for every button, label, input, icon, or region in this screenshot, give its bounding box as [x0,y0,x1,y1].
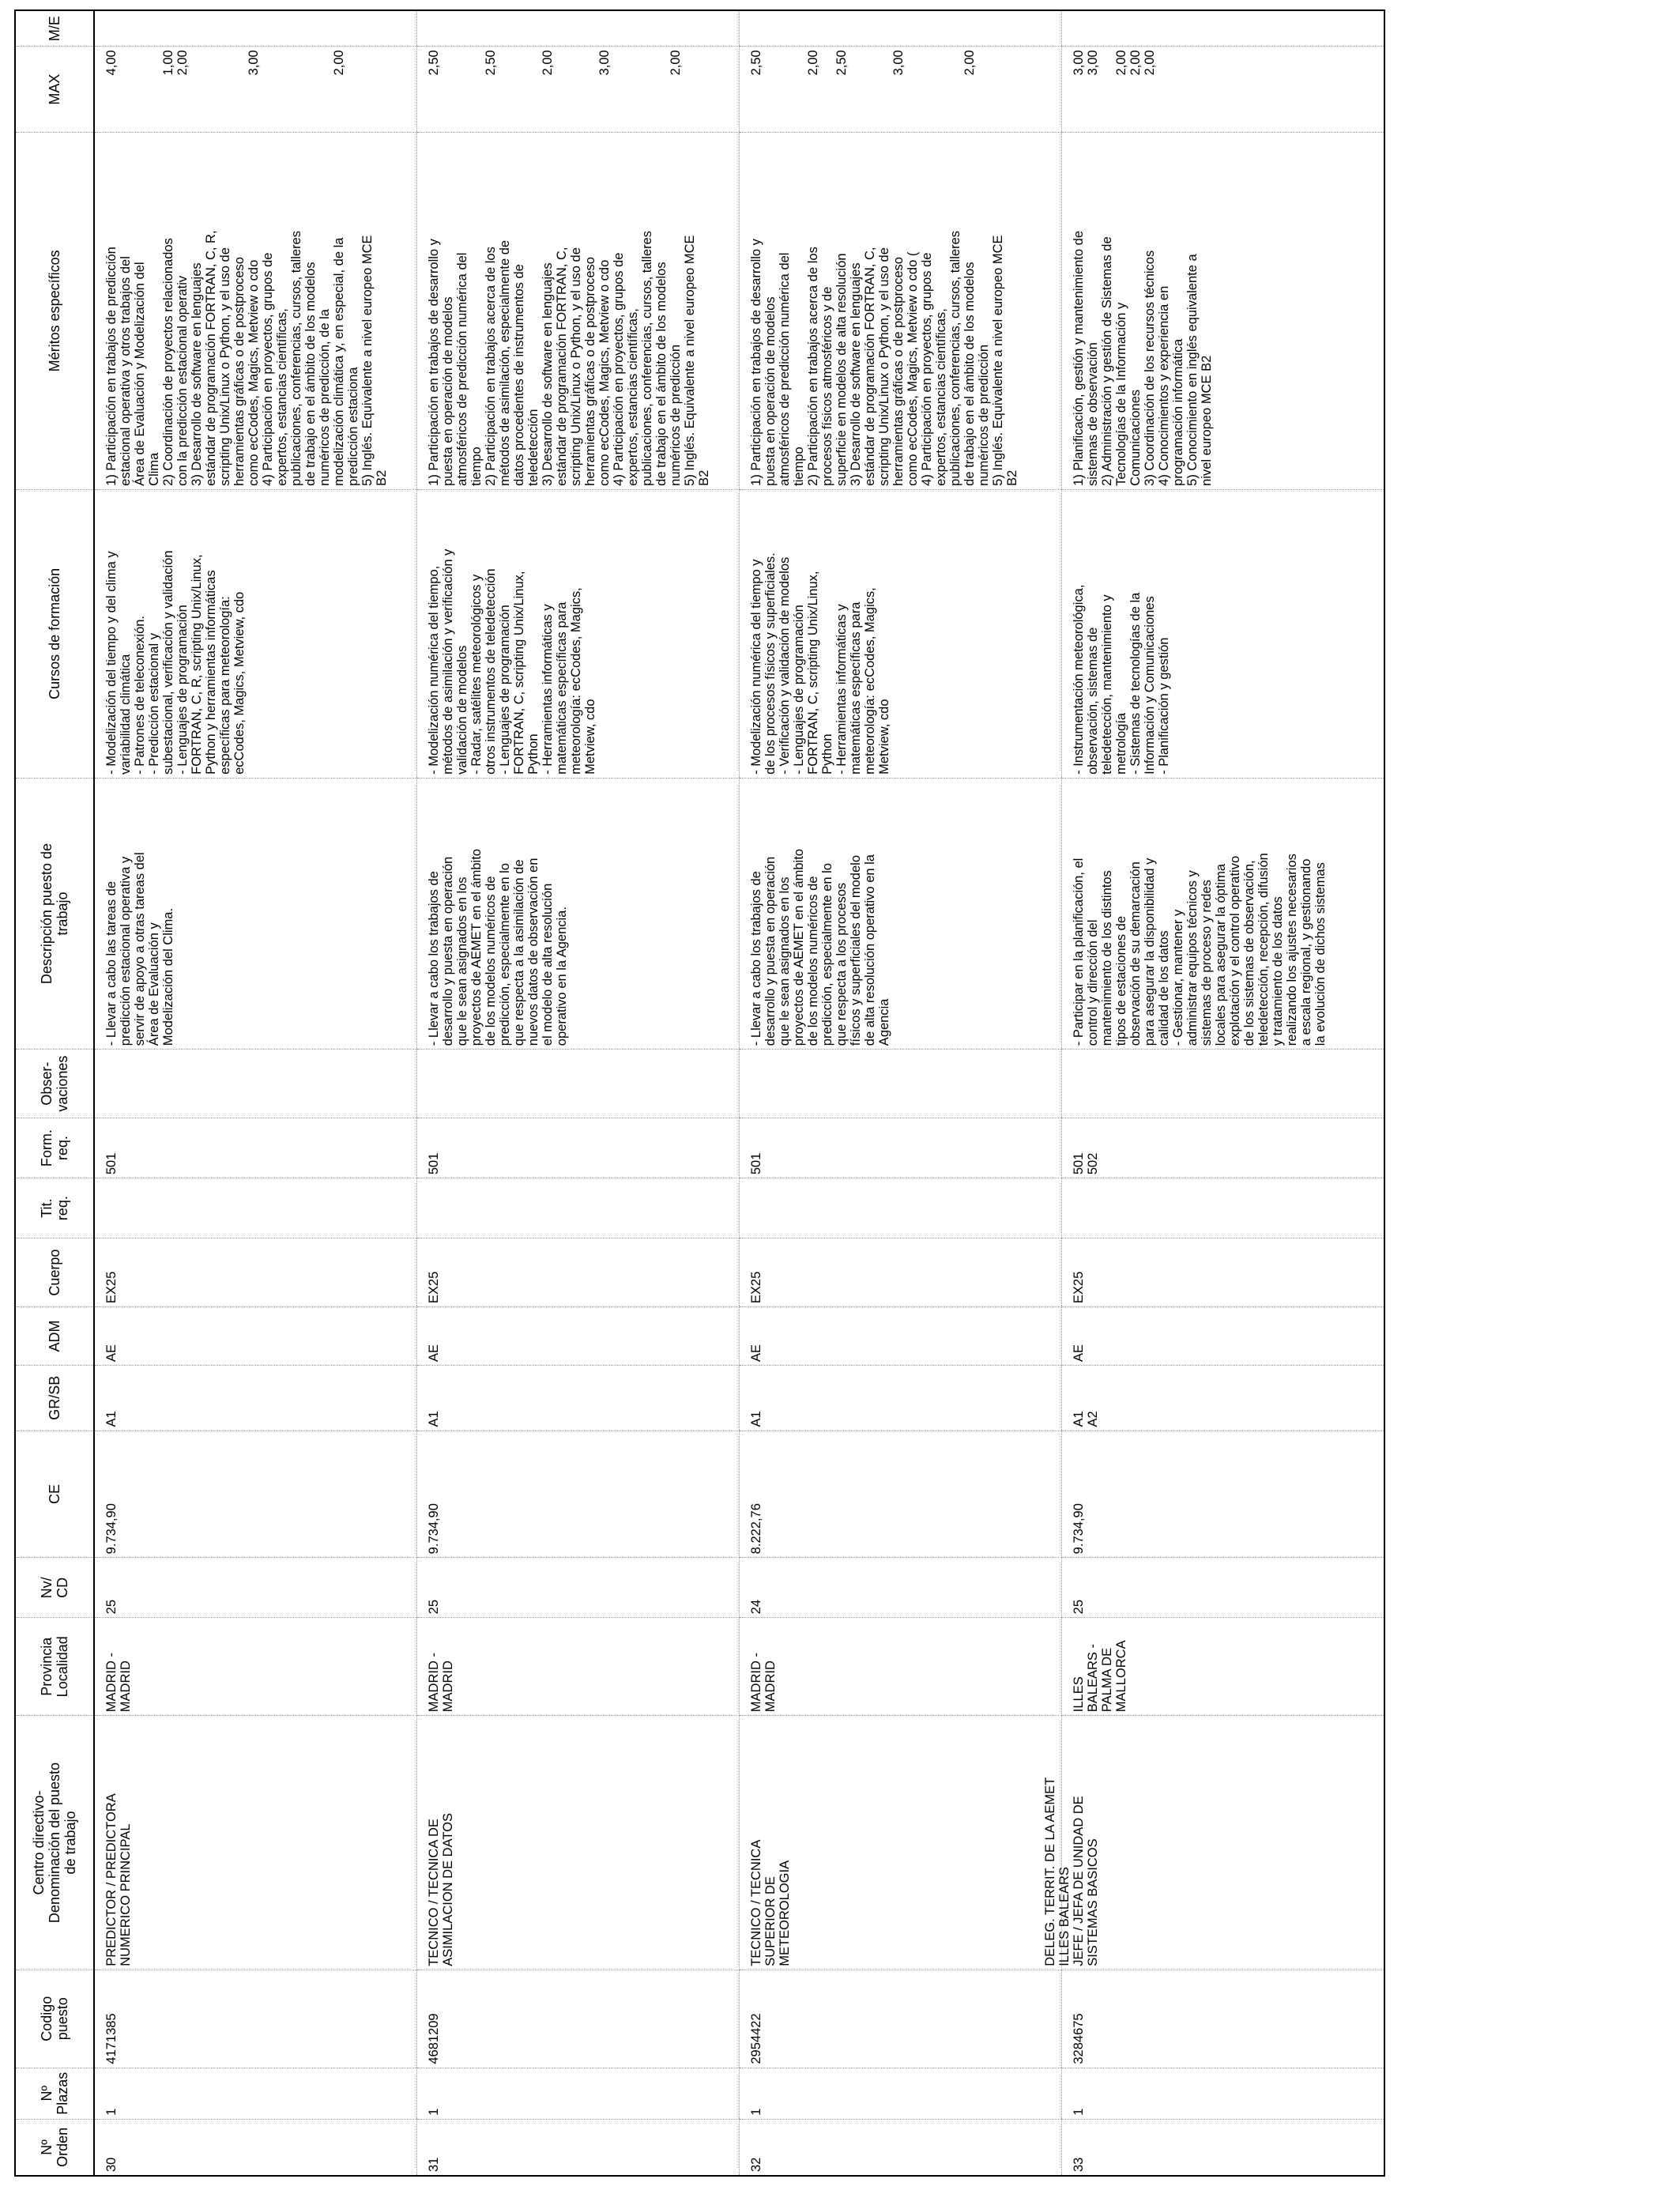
cell-max: 3,00 3,00 2,00 2,00 2,00 [1062,47,1385,133]
cell-me [1062,10,1385,47]
header-descripcion: Descripción puesto de trabajo [15,778,94,1049]
centro-extra: DELEG. TERRIT. DE LA AEMET ILLES BALEARS [1043,1777,1072,1966]
cell-plazas: 1 [1062,2068,1385,2119]
cell-max: 4,00 1,00 2,00 3,00 2,00 [94,47,417,133]
cell-adm: AE [417,1307,740,1366]
cell-meritos: 1) Participación en trabajos de desarrollo y puesta en operación de modelos atmosféricos de predicción numérica del tiempo 2) Participación en trabajos acerca de los procesos físicos atmosféricos y de superficie en modelos de alta resolución 3) Desarrollo de software en lenguajes estándar de programación FORTRAN, C, scripting Unix/Linux o Python, y el uso de herramientas gráficas o de postproceso como ecCodes, Magics, Metview o cdo ( 4) Participación en proyectos, grupos de expertos, estancias científicas, publicaciones, conferencias, cursos, talleres de trabajo en el ámbito de los modelos numéricos de predicción 5) Inglés. Equivalente a nivel europeo MCE B2 [740,132,1062,489]
cell-cursos: - Modelización numérica del tiempo y de los procesos físicos y superficiales. - Verificación y validación de modelos - Lenguajes de programación FORTRAN, C, scripting Unix/Linux, Python - Herramientas informáticas y matemáticas específicas para meteorología: ecCodes, Magics, Metview, cdo [740,489,1062,778]
table-row [417,10,740,2176]
cell-adm: AE [740,1307,1062,1366]
cell-grsb: A1 [740,1365,1062,1431]
header-ce: CE [15,1431,94,1558]
header-form: Form. req. [15,1118,94,1178]
cell-plazas: 1 [740,2068,1062,2119]
header-orden: Nº Orden [15,2119,94,2176]
cell-descripcion: - Llevar a cabo los trabajos de desarrollo y puesta en operación que le sean asignados en los proyectos de AEMET en el ámbito de los modelos numéricos de predicción, especialmente en lo que respecta a la asimilación de nuevos datos de observación en el modelo de alta resolución operativo en la Agencia. [417,778,740,1049]
cell-tit [94,1178,417,1238]
cell-tit [740,1178,1062,1238]
cell-nivel: 25 [417,1558,740,1618]
cell-centro [94,1716,417,1970]
header-grsb: GR/SB [15,1365,94,1431]
cell-obs [740,1050,1062,1118]
cell-me [94,10,417,47]
cell-grsb: A1 A2 [1062,1365,1385,1431]
header-tit: Tit. req. [15,1178,94,1238]
table-row [740,10,1062,2176]
cell-obs [1062,1050,1385,1118]
cell-ce: 9.734,90 [94,1431,417,1558]
cell-cuerpo: EX25 [740,1238,1062,1307]
cell-centro [740,1716,1062,1970]
cell-form: 501 [94,1118,417,1178]
header-max: MAX [15,47,94,133]
header-row [15,10,94,2176]
cell-codigo: 2954422 [740,1970,1062,2068]
cell-orden: 33 [1062,2119,1385,2176]
cell-ce: 8.222,76 [740,1431,1062,1558]
cell-grsb: A1 [94,1365,417,1431]
header-cuerpo: Cuerpo [15,1238,94,1307]
cell-descripcion: - Llevar a cabo los trabajos de desarrollo y puesta en operación que le sean asignados en los proyectos de AEMET en el ámbito de los modelos numéricos de predicción, especialmente en lo que respecta a los procesos físicos y superficiales del modelo de alta resolución operativo en la Agencia [740,778,1062,1049]
cell-nivel: 25 [94,1558,417,1618]
table-row [94,10,417,2176]
cell-ce: 9.734,90 [417,1431,740,1558]
cell-codigo: 4171385 [94,1970,417,2068]
cell-me [417,10,740,47]
cell-adm: AE [1062,1307,1385,1366]
centro-denominacion: PREDICTOR / PREDICTORA NUMERICO PRINCIPAL [104,1793,133,1966]
centro-denominacion: TECNICO / TECNICA DE ASIMILACION DE DATOS [427,1813,455,1966]
cell-plazas: 1 [417,2068,740,2119]
cell-form: 501 [740,1118,1062,1178]
table-row [1062,10,1385,2176]
cell-tit [417,1178,740,1238]
cell-nivel: 25 [1062,1558,1385,1618]
cell-form: 501 502 [1062,1118,1385,1178]
cell-meritos: 1) Planificación, gestión y mantenimiento de sistemas de observación 2) Administración y gestión de Sistemas de Tecnologías de la Información y Comunicaciones 3) Coordinación de los recursos técnicos 4) Conocimientos y experiencia en programación informática 5) Conocimiento en inglés equivalente a nivel europeo MCE B2 [1062,132,1385,489]
cell-provincia: MADRID - MADRID [740,1618,1062,1716]
cell-cursos: - Instrumentación meteorológica, observación, sistemas de teledetección, mantenimiento y metrología - Sistemas de tecnologías de la Información y Comunicaciones - Planificación y gestión [1062,489,1385,778]
cell-codigo: 3284675 [1062,1970,1385,2068]
cell-max: 2,50 2,00 2,50 3,00 2,00 [740,47,1062,133]
cell-cuerpo: EX25 [1062,1238,1385,1307]
cell-form: 501 [417,1118,740,1178]
header-cursos: Cursos de formación [15,489,94,778]
cell-meritos: 1) Participación en trabajos de predicción estacional operativa y otros trabajos del Área de Evaluación y Modelización del Clima 2) Coordinación de proyectos relacionados con la predicción estacional operativ 3) Desarrollo de software en lenguajes estándar de programación FORTRAN, C, R, scripting Unix/Linux o Python, y el uso de herramientas gráficas o de postproceso como ecCodes, Magics, Metview o cdo 4) Participación en proyectos, grupos de expertos, estancias científicas, publicaciones, conferencias, cursos, talleres de trabajo en el ámbito de los modelos numéricos de predicción, de la modelización climática y, en especial, de la predicción estaciona 5) Inglés. Equivalente a nivel europeo MCE B2 [94,132,417,489]
cell-orden: 31 [417,2119,740,2176]
header-centro: Centro directivo- Denominación del puesto de trabajo [15,1716,94,1970]
header-nivel: Nv/ CD [15,1558,94,1618]
header-codigo: Codigo puesto [15,1970,94,2068]
cell-provincia: ILLES BALEARS - PALMA DE MALLORCA [1062,1618,1385,1716]
header-provincia: Provincia Localidad [15,1618,94,1716]
header-plazas: Nº Plazas [15,2068,94,2119]
cell-obs [94,1050,417,1118]
cell-cursos: - Modelización numérica del tiempo, métodos de asimilación y verificación y validación de modelos - Radar, satélites meteorológicos y otros instrumentos de teledetección - Lenguajes de programación FORTRAN, C, scripting Unix/Linux, Python - Herramientas informáticas y matemáticas específicas para meteorología: ecCodes, Magics, Metview, cdo [417,489,740,778]
cell-cursos: - Modelización del tiempo y del clima y variabilidad climática - Patrones de teleconexión. - Predicción estacional y subestacional, verificación y validación - Lenguajes de programación FORTRAN, C, R, scripting Unix/Linux, Python y herramientas informáticas específicas para meteorología: ecCodes, Magics, Metview, cdo [94,489,417,778]
cell-adm: AE [94,1307,417,1366]
cell-descripcion: - Llevar a cabo las tareas de predicción estacional operativa y servir de apoyo a otras tareas del Área de Evaluación y Modelización del Clima. [94,778,417,1049]
header-me: M/E [15,10,94,47]
cell-me [740,10,1062,47]
cell-ce: 9.734,90 [1062,1431,1385,1558]
cell-centro [1043,1716,1385,1970]
cell-provincia: MADRID - MADRID [417,1618,740,1716]
centro-denominacion: JEFE / JEFA DE UNIDAD DE SISTEMAS BASICOS [1072,1796,1100,1966]
cell-provincia: MADRID - MADRID [94,1618,417,1716]
cell-max: 2,50 2,50 2,00 3,00 2,00 [417,47,740,133]
cell-codigo: 4681209 [417,1970,740,2068]
cell-meritos: 1) Participación en trabajos de desarrollo y puesta en operación de modelos atmosféricos de predicción numérica del tiempo 2) Participación en trabajos acerca de los métodos de asimilación, especialmente de datos procedentes de instrumentos de teledetección 3) Desarrollo de software en lenguajes estándar de programación FORTRAN, C, scripting Unix/Linux o Python, y el uso de herramientas gráficas o de postproceso como ecCodes, Magics, Metview o cdo 4) Participación en proyectos, grupos de expertos, estancias científicas, publicaciones, conferencias, cursos, talleres de trabajo en el ámbito de los modelos numéricos de predicción 5) Inglés. Equivalente a nivel europeo MCE B2 [417,132,740,489]
cell-obs [417,1050,740,1118]
centro-denominacion: TECNICO / TECNICA SUPERIOR DE METEOROLOGIA [749,1839,792,1966]
header-adm: ADM [15,1307,94,1366]
cell-orden: 32 [740,2119,1062,2176]
cell-nivel: 24 [740,1558,1062,1618]
cell-cuerpo: EX25 [417,1238,740,1307]
cell-plazas: 1 [94,2068,417,2119]
cell-grsb: A1 [417,1365,740,1431]
header-obs: Obser- vaciones [15,1050,94,1118]
vacancy-table [14,9,1385,2177]
cell-centro [417,1716,740,1970]
header-meritos: Méritos específicos [15,132,94,489]
cell-descripcion: - Participar en la planificación, el control y dirección del mantenimiento de los distintos tipos de estaciones de observación de su demarcación para asegurar la disponibilidad y calidad de los datos - Gestionar, mantener y administrar equipos técnicos y sistemas de proceso y redes locales para asegurar la óptima explotación y el control operativo de los sistemas de observación, teledetección, recepción, difusión y tratamiento de los datos realizando los ajustes necesarios a escala regional, y gestionando la evolución de dichos sistemas [1062,778,1385,1049]
cell-cuerpo: EX25 [94,1238,417,1307]
cell-orden: 30 [94,2119,417,2176]
cell-tit [1062,1178,1385,1238]
